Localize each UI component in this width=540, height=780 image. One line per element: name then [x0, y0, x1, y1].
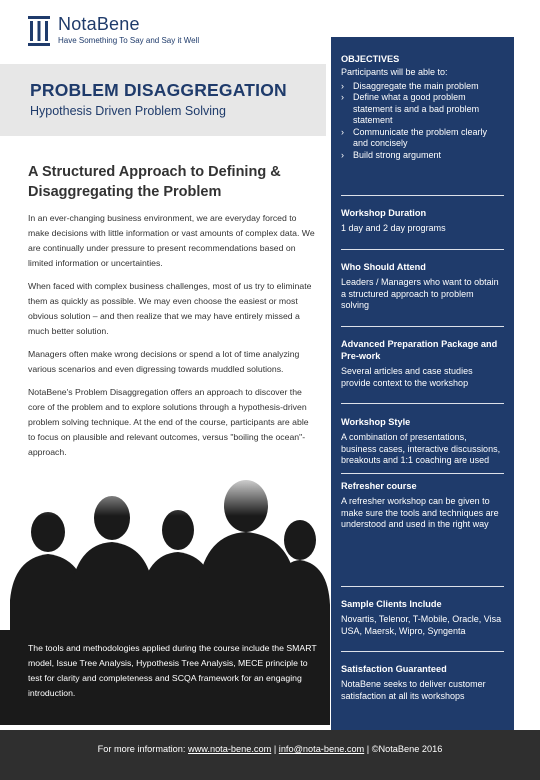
- divider: [341, 473, 504, 474]
- clients-title: Sample Clients Include: [341, 599, 442, 609]
- prep-block: [341, 338, 504, 389]
- divider: [341, 195, 504, 196]
- footer-prefix: For more information:: [97, 744, 186, 754]
- attend-text: Leaders / Managers who want to obtain a structured approach to problem solving: [341, 277, 499, 310]
- section-heading: A Structured Approach to Defining & Disaggregating the Problem: [28, 164, 281, 200]
- website-link[interactable]: www.nota-bene.com: [188, 744, 272, 754]
- footer-separator: |: [366, 744, 370, 754]
- style-text: A combination of presentations, business cases, interactive discussions, breakouts and 1:1 coaching are used: [341, 432, 501, 465]
- divider: [341, 651, 504, 652]
- page-title: PROBLEM DISAGGREGATION: [30, 80, 287, 100]
- refresher-block: [341, 480, 504, 531]
- list-item: › Build strong argument: [341, 150, 504, 162]
- footer-separator: |: [273, 744, 277, 754]
- objectives-list: [341, 81, 504, 162]
- divider: [341, 326, 504, 327]
- divider: [341, 403, 504, 404]
- style-title: Workshop Style: [341, 417, 411, 427]
- paragraph-2: When faced with complex business challenges, most of us try to eliminate them as quickly as possible. We may even choose the easiest or most obvious solution – and then realize that we may have entirely missed a much better solution.: [28, 281, 312, 336]
- style-block: [341, 416, 504, 467]
- clients-text: Novartis, Telenor, T-Mobile, Oracle, Visa USA, Maersk, Wipro, Syngenta: [341, 614, 502, 636]
- duration-title: Workshop Duration: [341, 208, 427, 218]
- refresher-title: Refresher course: [341, 481, 417, 491]
- objectives-title: OBJECTIVES: [341, 54, 400, 64]
- duration-text: 1 day and 2 day programs: [341, 223, 446, 233]
- refresher-text: A refresher workshop can be given to make sure the tools and techniques are understood and used in the right way: [341, 496, 499, 529]
- attend-block: [341, 261, 504, 312]
- email-link[interactable]: info@nota-bene.com: [278, 744, 365, 754]
- tools-text: The tools and methodologies applied during the course include the SMART model, Issue Tree Analysis, Hypothesis Tree Analysis, MECE principle to test for clarity and completeness and SCQA framework for an engaging introduction.: [28, 643, 317, 698]
- divider: [341, 586, 504, 587]
- page-subtitle: Hypothesis Driven Problem Solving: [30, 104, 226, 118]
- body-text: [28, 211, 318, 468]
- duration-block: [341, 207, 504, 235]
- list-item: › Define what a good problem statement is and a bad problem statement: [341, 92, 504, 127]
- paragraph-1: In an ever-changing business environment, we are everyday forced to make decisions with little information or vast amounts of complex data. We are continually under pressure to present recommendations based on limited information or uncertainties.: [28, 213, 315, 268]
- objectives-intro: Participants will be able to:: [341, 67, 448, 77]
- prep-text: Several articles and case studies provide context to the workshop: [341, 366, 473, 388]
- footer-text: [0, 744, 540, 754]
- divider: [341, 249, 504, 250]
- paragraph-4: NotaBene's Problem Disaggregation offers an approach to discover the core of the problem and to explore solutions through a hypothesis-driven problem solving technique. At the end of the course, participants are able to focus on plausible and relevant outcomes, versus "boiling the ocean"-approach.: [28, 387, 309, 457]
- paragraph-3: Managers often make wrong decisions or spend a lot of time analyzing various scenarios and even digressing towards muddled solutions.: [28, 349, 300, 374]
- footer: [0, 730, 540, 780]
- satisfaction-title: Satisfaction Guaranteed: [341, 664, 447, 674]
- satisfaction-text: NotaBene seeks to deliver customer satisfaction at all its workshops: [341, 679, 486, 701]
- pillar-logo-icon: [28, 16, 50, 46]
- list-item: › Communicate the problem clearly and concisely: [341, 127, 504, 150]
- brand-name: NotaBene: [58, 14, 140, 34]
- satisfaction-block: [341, 663, 504, 702]
- logo: [28, 14, 288, 54]
- attend-title: Who Should Attend: [341, 262, 426, 272]
- sidebar: [331, 37, 514, 730]
- brand-tagline: Have Something To Say and Say it Well: [58, 36, 200, 45]
- clients-block: [341, 598, 504, 637]
- objectives-block: [341, 53, 504, 161]
- list-item: › Disaggregate the main problem: [341, 81, 504, 93]
- prep-title: Advanced Preparation Package and Pre-work: [341, 339, 498, 361]
- footer-copyright: ©NotaBene 2016: [371, 744, 443, 754]
